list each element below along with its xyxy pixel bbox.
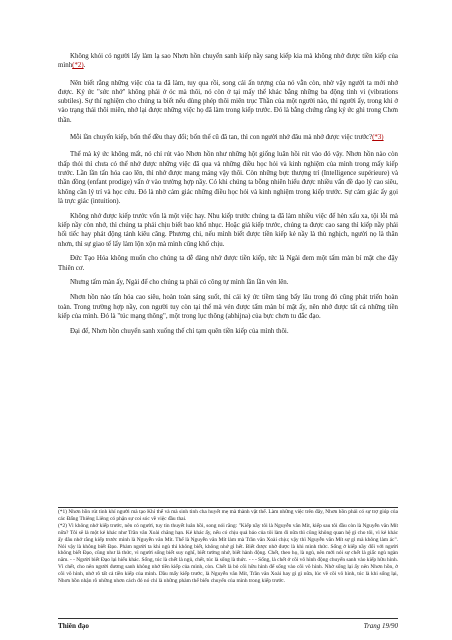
paragraph-5: Không nhớ được kiếp trước vốn là một việc hay. Nhu kiếp trước chúng ta đã làm nhiều việc để hèn xấu xa, tội lỗi mà kiếp nầy còn nhớ, thì chúng ta phải chịu biết bao khổ nhục. Hoặc giả kiếp trước, chúng ta được cao sang thì kiếp nầy phải hối tiếc hay phát động tánh kiêu căng. Phương chi, nếu mình biết được tiền kiếp kẻ nầy là thù nghịch, người nọ là thân nhơn, thì sự giao tế lẩy làm lộn xộn mà mình cũng khổ chịu.: [58, 212, 398, 248]
paragraph-6: Đức Tạo Hóa không muốn cho chúng ta dễ dàng nhớ được tiền kiếp, tức là Ngài đem một tấm màn bí mật che đậy Thiên cơ.: [58, 255, 398, 272]
paragraph-1: Không khói có người lấy làm lạ sao Nhơn hồn chuyển sanh kiếp nầy sang kiếp kia mà không nhớ được tiền kiếp của mình(*2).: [58, 53, 398, 70]
paragraph-9: Đại để, Nhơn hồn chuyển sanh xuống thế chỉ tạm quên tiền kiếp của mình thôi.: [70, 327, 289, 335]
footer-title: Thiên đạo: [58, 622, 89, 630]
page-number: Trang 19/90: [363, 622, 398, 630]
footnote-2: (*2) Vì không nhớ kiếp trước, nên có người, tuy tin thuyết luân hồi, song nói rằng: "Kiếp nầy tôi là Nguyễn văn Mít, kiếp sau tôi đầu còn là Nguyễn văn Mít nữa? Tôi sẽ là một kẻ khác như Trần văn Xoài chẳng hạn. Kẻ khác ấy, nếu có chịu quả báo của tôi làm đi nữa thì cũng không quan hệ gì cho tôi, vì kẻ khác ấy đâu nhớ rằng kiếp trước mình là Nguyễn văn Mít. Thế là Nguyễn văn Mít làm mà Trần văn Xoài chịu; vậy thì Nguyễn văn Mít sợ gì mà không làm ác". Nói vậy là không biết Đạo. Phàm người ta khi ngủ thì không biết, không nhớ gì hết. Biết được nhờ được là khi mình thức. Sống ở kiếp nầy đối với người không biết Đạo, cũng như là thức, vì người sống biết suy nghĩ, biết tưởng nhớ, biết hành động. Chết, theo họ, là ngủ, nên mới nói sự chết là giấc ngủ ngàn năm. - - Người biết Đạo lại hiểu khác. Sống, túc là chết là ngủ, chết, túc là sống là thức. - - - Sống, là chết ở cõi vô hình động chuyển sanh vào kiếp hữu hình. Vì chết, cho nên người đương sanh không nhớ tiền kiếp của mình, còn. Chết là bỏ cõi hữu hình để sống vào cõi vô hình. Nhờ sống lại ấy nên Nhơn hồn, ở cõi vô hình, nhớ rõ tất cả tiền kiếp của mình. Dầu mấy kiếp trước, là Nguyễn văn Mít, Trần văn Xoài hay gì gì nữa, lúc về cõi vô hình, túc là khi sống lại, Nhơn hồn nhận rõ những nhơn cách đó nó chỉ là những phàm thể biến chuyển của mình trong kiếp trước.: [58, 522, 398, 585]
paragraph-3: Mỗi lần chuyển kiếp, bốn thể đều thay đổi; bốn thể cũ đã tan, thì con người nhớ đâu mà nhớ được việc trước?(*3): [70, 134, 384, 142]
paragraph-8: Nhơn hồn nào tấn hóa cao siêu, hoàn toàn sáng suốt, thì cái ký ức tiềm tàng bấy lâu trong đó cũng phát triển hoàn toàn. Trong trường hợp nầy, con người tuy còn tại thế mà vén được tấm màn bí mật ấy, nên nhớ được tất cả những tiền kiếp của mình. Đó là "túc mạng thông", một trong lục thông (abhijna) của bực chơn tu đắc đạo.: [58, 294, 398, 320]
body-text: [58, 52, 398, 341]
paragraph-2: Nên biết rằng những việc của ta đã làm, tuy qua rồi, song cái ấn tượng của nó vẫn còn, nhờ vậy người ta mới nhớ được. Ký ức "sức nhớ" không phải ở óc mà thôi, nó còn ở tại mấy thể khác bằng những ba động tinh vi (vibrations subtiles). Sự thí nghiệm cho chúng ta biết nếu dùng phép thôi miên trục Thần của một người nào, thì người ấy, trong khi ở vào trạng thái thôi miên, nhớ lại được những việc họ đã làm trong kiếp trước. Đó là bằng chứng rằng ký ức ghi trong Chơn thần.: [58, 79, 398, 124]
footnote-divider: [58, 507, 398, 508]
paragraph-4: Thể mà ký ức không mất, nó chỉ rút vào Nhơn hồn như những hột giống luân hồi rút vào đó vậy. Nhơn hồn nào còn thấp thỏi thì chưa có thể nhớ được những việc đã qua và những điều học hỏi và kinh nghiệm của mình trong mấy kiếp trước. Lần lần tấn hóa cao lên, thì nhớ được mang máng vậy thôi. Còn những bực thượng trí (Intelligence supérieure) và thần đồng (enfant prodige) vấn ở vào trường hợp nầy. Có khi chúng ta bỗng nhiên hiểu được nhiều vấn đề dạo lý cao siêu, không cần lý trí và học cứu. Đó là nhờ cảm giác những điều học hỏi và kinh nghiệm trong kiếp trước. Sự cảm giác ấy gọi là trực giác (intuition).: [58, 151, 398, 205]
footnotes: [58, 509, 398, 585]
paragraph-7: Nhưng tấm màn ấy, Ngài để cho chúng ta phải có công tự mình lần lần vén lên.: [70, 279, 289, 287]
footnote-1: (*1) Nhơn hồn rút tinh khí người mà tạo Khí thể và mà sinh tinh cha huyết mẹ mà thành vật thể. Làm những việc trên đây, Nhơn hồn phải có sự trợ giúp của các Đấng Thiêng Liêng có phận sự coi sóc về việc đầu thai.: [58, 509, 398, 522]
footnote-ref-3[interactable]: (*3): [372, 134, 384, 142]
footer-divider: [58, 618, 398, 619]
footnote-ref-2[interactable]: (*2): [72, 62, 84, 70]
